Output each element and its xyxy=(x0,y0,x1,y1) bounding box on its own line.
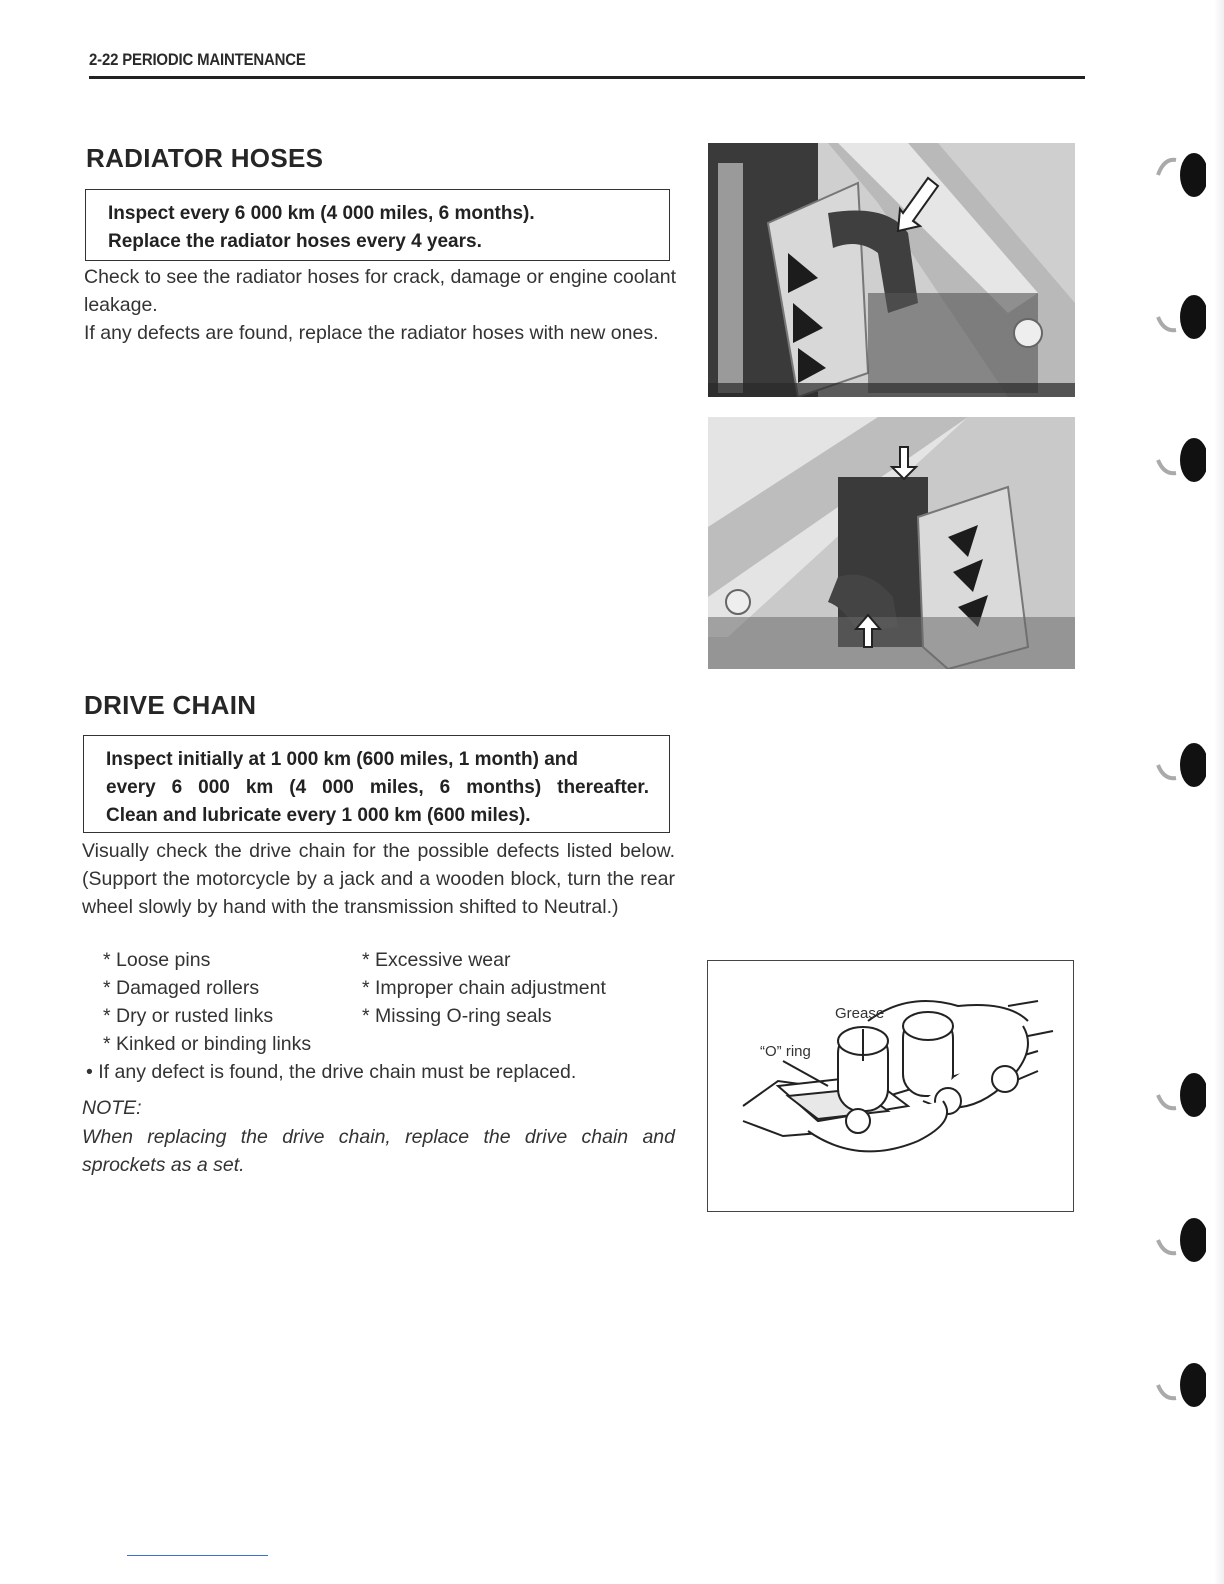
radiator-hose-photo-upper xyxy=(708,143,1075,397)
drive-chain-interval-line-3: Clean and lubricate every 1 000 km (600 miles). xyxy=(106,805,531,826)
binder-tab-marker xyxy=(1146,150,1206,200)
radiator-hose-photo-upper-graphic xyxy=(708,143,1075,397)
binder-tab-marker xyxy=(1146,1215,1206,1265)
binder-tab-marker xyxy=(1146,1070,1206,1120)
binder-tab-marker xyxy=(1146,435,1206,485)
drive-chain-diagram xyxy=(707,960,1074,1212)
drive-chain-paragraph: Visually check the drive chain for the possible defects listed below. (Support the motorcycle by a jack and a wooden block, turn the rear wheel slowly by hand with the transmission shifted to Neutral.) xyxy=(82,840,675,918)
defect-left-1: * Loose pins xyxy=(103,949,211,971)
defect-left-4: * Kinked or binding links xyxy=(103,1033,312,1055)
page-header xyxy=(89,50,1085,80)
chain-link-illustration xyxy=(708,961,1072,1210)
radiator-interval-line-1: Inspect every 6 000 km (4 000 miles, 6 months). xyxy=(108,203,535,224)
replace-chain-bullet: • If any defect is found, the drive chain must be replaced. xyxy=(86,1061,577,1083)
binder-tab-graphic xyxy=(1146,1215,1206,1265)
binder-tab-graphic xyxy=(1146,1070,1206,1120)
binder-tab-graphic xyxy=(1146,292,1206,342)
footer-line xyxy=(127,1555,268,1556)
radiator-hose-photo-lower xyxy=(708,417,1075,669)
radiator-hose-photo-lower-graphic xyxy=(708,417,1075,669)
binder-tab-marker xyxy=(1146,740,1206,790)
drive-chain-title: DRIVE CHAIN xyxy=(84,690,257,720)
radiator-interval-line-2: Replace the radiator hoses every 4 years. xyxy=(108,231,482,252)
drive-chain-interval-line-1: Inspect initially at 1 000 km (600 miles, 1 month) and xyxy=(106,749,578,770)
drive-chain-interval-line-2: every 6 000 km (4 000 miles, 6 months) thereafter. xyxy=(106,777,649,798)
defect-left-2: * Damaged rollers xyxy=(103,977,260,999)
note-label: NOTE: xyxy=(82,1097,142,1119)
oring-label: “O” ring xyxy=(760,1043,811,1060)
drive-chain-interval-box xyxy=(83,735,670,833)
binder-tab-marker xyxy=(1146,292,1206,342)
note-text: When replacing the drive chain, replace the drive chain and sprockets as a set. xyxy=(82,1126,675,1176)
header-rule xyxy=(89,76,1085,79)
binder-tab-graphic xyxy=(1146,740,1206,790)
binder-tab-graphic xyxy=(1146,435,1206,485)
radiator-interval-box xyxy=(85,189,670,261)
defect-right-2: * Improper chain adjustment xyxy=(362,977,606,999)
radiator-paragraph: Check to see the radiator hoses for crack, damage or engine coolant leakage. If any defects are found, replace the radiator hoses with new ones. xyxy=(84,266,676,344)
defect-left-3: * Dry or rusted links xyxy=(103,1005,274,1027)
binder-tab-graphic xyxy=(1146,150,1206,200)
binder-tab-marker xyxy=(1146,1360,1206,1410)
page-edge-shadow xyxy=(1214,0,1224,1584)
defect-right-3: * Missing O-ring seals xyxy=(362,1005,552,1027)
page-header-text: 2-22 PERIODIC MAINTENANCE xyxy=(89,50,306,69)
binder-tab-graphic xyxy=(1146,1360,1206,1410)
defect-right-1: * Excessive wear xyxy=(362,949,511,971)
radiator-hoses-title: RADIATOR HOSES xyxy=(86,143,324,173)
grease-label: Grease xyxy=(835,1005,885,1022)
